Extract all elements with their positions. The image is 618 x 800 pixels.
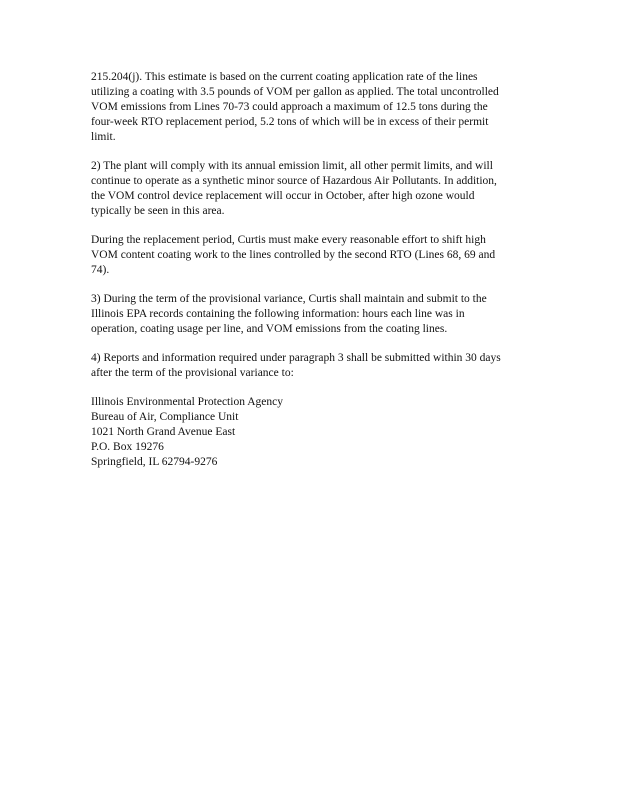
paragraph-condition-2 — [91, 159, 531, 219]
text-line: 3) During the term of the provisional variance, Curtis shall maintain and submit to the — [91, 293, 487, 305]
paragraph-emission-estimate — [91, 70, 531, 145]
paragraph-condition-3 — [91, 292, 531, 337]
text-line: typically be seen in this area. — [91, 205, 225, 217]
text-line: VOM content coating work to the lines controlled by the second RTO (Lines 68, 69 and — [91, 249, 496, 261]
address-line: 1021 North Grand Avenue East — [91, 426, 236, 438]
text-line: Illinois EPA records containing the following information: hours each line was in — [91, 308, 465, 320]
address-line: P.O. Box 19276 — [91, 441, 164, 453]
text-line: 4) Reports and information required under paragraph 3 shall be submitted within 30 days — [91, 352, 501, 364]
mailing-address — [91, 395, 531, 470]
text-line: the VOM control device replacement will occur in October, after high ozone would — [91, 190, 475, 202]
text-line: after the term of the provisional variance to: — [91, 367, 294, 379]
address-line: Illinois Environmental Protection Agency — [91, 396, 283, 408]
text-line: 215.204(j). This estimate is based on the current coating application rate of the lines — [91, 71, 478, 83]
address-line: Springfield, IL 62794-9276 — [91, 456, 218, 468]
text-line: VOM emissions from Lines 70-73 could approach a maximum of 12.5 tons during the — [91, 101, 488, 113]
document-body — [91, 70, 531, 470]
text-line: utilizing a coating with 3.5 pounds of VOM per gallon as applied. The total uncontrolled — [91, 86, 499, 98]
text-line: 74). — [91, 264, 110, 276]
paragraph-replacement-period — [91, 233, 531, 278]
text-line: 2) The plant will comply with its annual emission limit, all other permit limits, and will — [91, 160, 493, 172]
text-line: operation, coating usage per line, and VOM emissions from the coating lines. — [91, 323, 448, 335]
text-line: During the replacement period, Curtis must make every reasonable effort to shift high — [91, 234, 486, 246]
text-line: continue to operate as a synthetic minor source of Hazardous Air Pollutants. In addition, — [91, 175, 497, 187]
text-line: four-week RTO replacement period, 5.2 tons of which will be in excess of their permit — [91, 116, 489, 128]
paragraph-condition-4 — [91, 351, 531, 381]
text-line: limit. — [91, 131, 116, 143]
address-line: Bureau of Air, Compliance Unit — [91, 411, 239, 423]
